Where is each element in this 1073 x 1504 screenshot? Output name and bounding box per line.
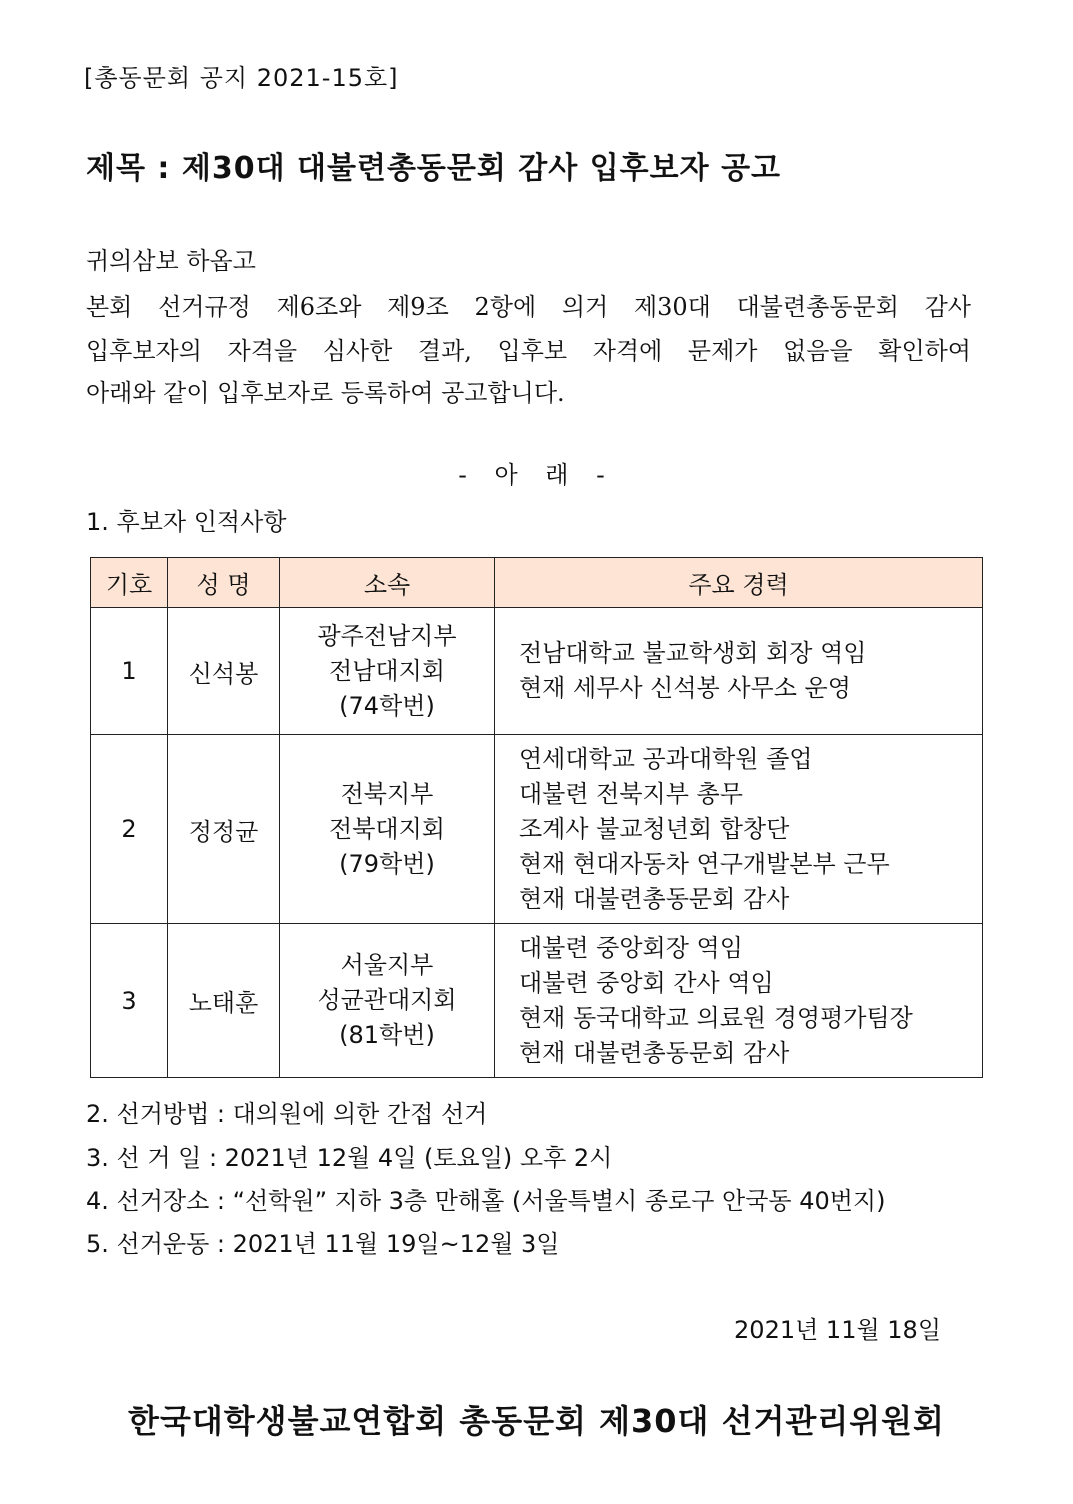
notice-number: [총동문회 공지 2021-15호] — [84, 64, 399, 92]
candidate-name: 신석봉 — [168, 608, 280, 735]
election-date: 3. 선 거 일 : 2021년 12월 4일 (토요일) 오후 2시 — [86, 1144, 613, 1172]
candidate-number: 2 — [91, 735, 168, 924]
election-venue: 4. 선거장소 : “선학원” 지하 3층 만해홀 (서울특별시 종로구 안국동 40번지) — [86, 1187, 886, 1215]
candidate-number: 3 — [91, 924, 168, 1078]
page-title: 제목 : 제30대 대불련총동문회 감사 입후보자 공고 — [86, 151, 782, 186]
career-line: 조계사 불교청년회 합창단 — [519, 814, 790, 843]
candidate-career — [495, 608, 983, 735]
career-line: 현재 대불련총동문회 감사 — [519, 884, 790, 913]
career-line: 현재 대불련총동문회 감사 — [519, 1038, 790, 1067]
candidate-affiliation — [280, 608, 495, 735]
affiliation-line: (79학번) — [339, 849, 435, 878]
header-career: 주요 경력 — [495, 558, 983, 608]
greeting: 귀의삼보 하옵고 — [86, 247, 256, 275]
affiliation-line: 서울지부 — [340, 951, 434, 979]
candidate-number: 1 — [91, 608, 168, 735]
body-line-1: 본회 선거규정 제6조와 제9조 2항에 의거 제30대 대불련총동문회 감사 — [86, 293, 971, 321]
header-name: 성 명 — [168, 558, 280, 608]
affiliation-line: 광주전남지부 — [317, 621, 457, 650]
candidate-name: 노태훈 — [168, 924, 280, 1078]
career-line: 대불련 전북지부 총무 — [519, 779, 743, 808]
affiliation-line: (74학번) — [339, 691, 435, 720]
table-row — [91, 608, 983, 735]
affiliation-line: 전북지부 — [340, 779, 434, 808]
table-row — [91, 735, 983, 924]
candidate-name: 정정균 — [168, 735, 280, 924]
notice-date: 2021년 11월 18일 — [734, 1316, 941, 1344]
career-line: 현재 현대자동차 연구개발본부 근무 — [519, 849, 890, 878]
affiliation-line: 전남대지회 — [329, 656, 445, 685]
committee-name: 한국대학생불교연합회 총동문회 제30대 선거관리위원회 — [128, 1402, 945, 1440]
candidate-career — [495, 735, 983, 924]
table-row — [91, 924, 983, 1078]
career-line: 현재 세무사 신석봉 사무소 운영 — [519, 674, 851, 702]
election-method: 2. 선거방법 : 대의원에 의한 간접 선거 — [86, 1100, 488, 1128]
header-number: 기호 — [91, 558, 168, 608]
section1-heading: 1. 후보자 인적사항 — [86, 508, 287, 536]
affiliation-line: 전북대지회 — [329, 814, 445, 843]
body-line-2: 입후보자의 자격을 심사한 결과, 입후보 자격에 문제가 없음을 확인하여 — [86, 337, 971, 365]
candidate-affiliation — [280, 924, 495, 1078]
affiliation-line: 성균관대지회 — [317, 986, 457, 1014]
career-line: 현재 동국대학교 의료원 경영평가팀장 — [519, 1003, 913, 1032]
candidate-career — [495, 924, 983, 1078]
candidate-affiliation — [280, 735, 495, 924]
body-line-3: 아래와 같이 입후보자로 등록하여 공고합니다. — [86, 379, 565, 407]
header-affiliation: 소속 — [280, 558, 495, 608]
campaign-period: 5. 선거운동 : 2021년 11월 19일~12월 3일 — [86, 1230, 560, 1258]
affiliation-line: (81학번) — [339, 1021, 435, 1049]
candidates-table — [90, 557, 983, 1078]
table-header-row — [91, 558, 983, 608]
career-line: 대불련 중앙회 간사 역임 — [519, 968, 774, 997]
career-line: 전남대학교 불교학생회 회장 역임 — [519, 639, 867, 667]
career-line: 연세대학교 공과대학원 졸업 — [519, 744, 813, 773]
below-marker: - 아 래 - — [458, 461, 615, 489]
career-line: 대불련 중앙회장 역임 — [519, 933, 743, 962]
